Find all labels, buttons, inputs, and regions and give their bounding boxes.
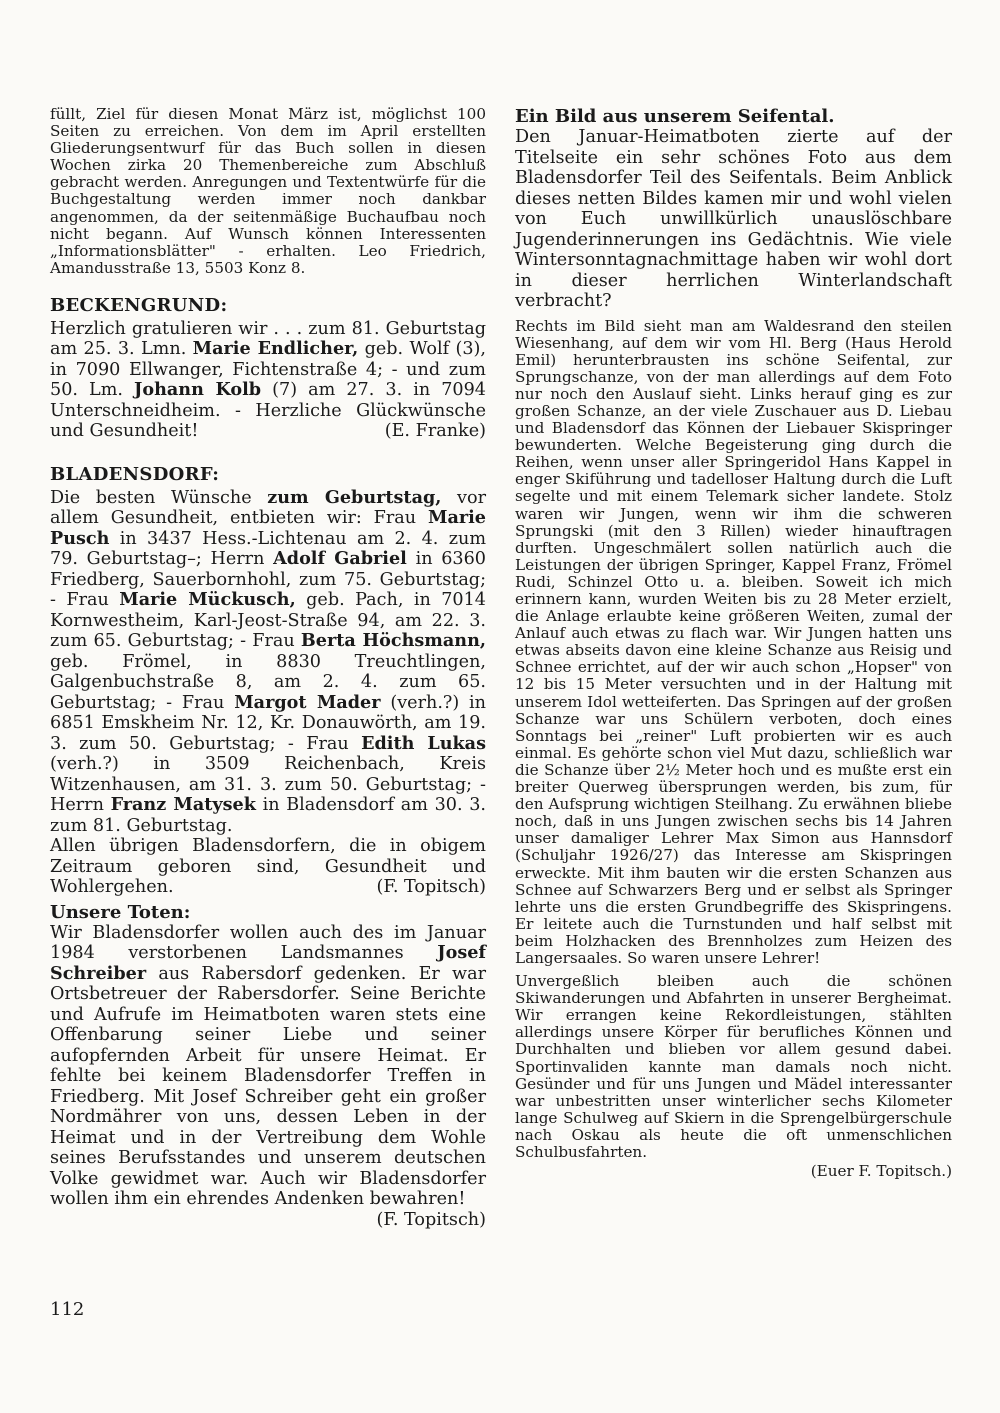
bladensdorf-paragraph	[50, 488, 486, 837]
person-name: Marie Endlicher,	[192, 338, 359, 360]
text: Allen übrigen Bladensdorfern, die in obigem Zeitraum geboren sind, Gesundheit und Wohlergehen.	[50, 836, 486, 898]
article-lead: Den Januar-Heimatboten zierte auf der Titelseite ein sehr schönes Foto aus dem Bladensdorfer Teil des Seifentals. Beim Anblick dieses netten Bildes kamen mir und wohl vielen von Euch unwillkürlich unauslöschbare Jugenderinnerungen ins Gedächtnis. Wie viele Wintersonntagnachmittage haben wir wohl dort in dieser herrlichen Winterlandschaft verbracht?	[515, 127, 952, 311]
bladensdorf-heading: BLADENSDORF:	[50, 463, 220, 485]
text: geb. Wolf (3), in 7090 Ellwanger, Fichtenstraße 4; - und zum 50. Lm.	[50, 339, 486, 401]
article-signature: (Euer F. Topitsch.)	[810, 1162, 952, 1181]
beckengrund-heading: BECKENGRUND:	[50, 294, 228, 316]
right-column	[515, 106, 952, 1180]
beckengrund-paragraph	[50, 319, 486, 442]
person-name: Edith Lukas	[361, 732, 486, 754]
text: geb. Pach, in 7014 Kornwestheim, Karl-Jeost-Straße 94, am 22. 3. zum 65. Geburtstag; - Frau	[50, 590, 486, 652]
signature: (F. Topitsch)	[376, 877, 486, 898]
toten-heading: Unsere Toten:	[50, 901, 191, 923]
text: Herzlich gratulieren wir . . . zum 81. Geburtstag am 25. 3. Lmn.	[50, 318, 486, 360]
signature: (F. Topitsch)	[376, 1209, 486, 1230]
text: in Bladensdorf am 30. 3. zum 81. Geburtstag.	[50, 795, 486, 836]
person-name: Adolf Gabriel	[273, 548, 407, 570]
person-name: Johann Kolb	[134, 379, 262, 401]
article-paragraph-1: Rechts im Bild sieht man am Waldesrand den steilen Wiesenhang, auf dem wir vom Hl. Berg (Haus Herold Emil) herunterbrausten ins schöne Seifental, zur Sprungschanze, von der man allerdings auf dem Foto nur noch den Auslauf sieht. Links herauf ging es zur großen Schanze, an der viele Zuschauer aus D. Liebau und Bladensdorf das Können der Liebauer Skispringer bewunderten. Welche Begeisterung ging durch die Reihen, wenn unser aller Springeridol Hans Kappel in enger Skiführung und tadelloser Haltung durch die Luft segelte und mit einem Telemark sicher landete. Stolz waren wir Jungen, wenn wir ihm die schweren Sprungski (mit den 3 Rillen) wieder hinauftragen durften. Ungeschmälert sollen natürlich auch die Leistungen der übrigen Springer, Kappel Franz, Frömel Rudi, Schinzel Otto u. a. bleiben. Soweit ich mich erinnern kann, wurden Weiten bis zu 28 Meter erzielt, die Anlage erlaubte keine größeren Weiten, zumal der Anlauf auch etwas zu flach war. Wir Jungen hatten uns etwas abseits davon eine kleine Schanze aus Reisig und Schnee errichtet, auf der wir auch schon „Hopser" von 12 bis 15 Meter versuchten und in der Haltung mit unserem Idol wetteiferten. Das Springen auf der großen Schanze war uns Schülern verboten, doch eines Sonntags bei „reiner" Luft probierten wir es auch einmal. Es gehörte schon viel Mut dazu, schließlich war die Schanze über 2½ Meter hoch und es mußte erst ein breiter Querweg übersprungen werden, bis zum, für den Aufsprung wichtigen Steilhang. Zu erwähnen bliebe noch, daß in uns Jungen zwischen sechs bis 14 Jahren unser damaliger Lehrer Max Simon aus Hannsdorf (Schuljahr 1926/27) das Interesse am Skispringen erweckte. Mit ihm bauten wir die ersten Schanzen aus Schnee auf Schwarzers Berg und er selbst als Springer lehrte uns die ersten Grundbegriffe des Skispringens. Er leitete auch die Turnstunden und half selbst mit beim Holzhacken des Brennholzes zum Heizen des Langersaales. So waren unsere Lehrer!	[515, 316, 952, 967]
text: aus Rabersdorf gedenken. Er war Ortsbetreuer der Rabersdorfer. Seine Berichte und Aufrufe im Heimatboten waren stets eine Offenbarung seiner Liebe und seiner aufopfernden Arbeit für unsere Heimat. Er fehlte bei keinem Bladensdorfer Treffen in Friedberg. Mit Josef Schreiber geht ein großer Nordmährer von uns, dessen Leben in der Heimat und in der Vertreibung dem Wohle seines Berufsstandes und unserem deutschen Volke gewidmet war. Auch wir Bladensdorfer wollen ihm ein ehrendes Andenken bewahren!	[50, 963, 486, 1210]
text: (7) am 27. 3. in 7094 Unterschneidheim. - Herzliche Glückwünsche und Gesundheit!	[50, 380, 486, 442]
bladensdorf-closing	[50, 836, 486, 898]
text: vor allem Gesundheit, entbieten wir: Frau	[50, 487, 486, 529]
article-heading: Ein Bild aus unserem Seifental.	[515, 106, 835, 127]
person-name: Margot Mader	[234, 691, 381, 713]
signature: (E. Franke)	[384, 421, 486, 442]
text: Die besten Wünsche	[50, 487, 268, 508]
intro-paragraph: füllt, Ziel für diesen Monat März ist, möglichst 100 Seiten zu erreichen. Von dem im April erstellten Gliederungsentwurf für das Buch sollen in diesen Wochen zirka 20 Themenbereiche zum Abschluß gebracht werden. Anregungen und Textentwürfe für die Buchgestaltung werden immer noch dankbar angenommen, da der seitenmäßige Buchaufbau noch nicht begann. Auf Wunsch können Interessenten „Informationsblätter" - erhalten. Leo Friedrich, Amandusstraße 13, 5503 Konz 8.	[50, 105, 486, 277]
toten-paragraph	[50, 922, 486, 1230]
emphasis: zum Geburtstag,	[267, 486, 442, 508]
left-column	[50, 106, 486, 1230]
person-name: Berta Höchsmann,	[300, 630, 486, 652]
text: (verh.?) in 6851 Emskheim Nr. 12, Kr. Donauwörth, am 19. 3. zum 50. Geburtstag; - Frau	[50, 692, 486, 754]
text: in 6360 Friedberg, Sauerbornhohl, zum 75. Geburtstag; - Frau	[50, 549, 487, 611]
text: in 3437 Hess.-Lichtenau am 2. 4. zum 79. Geburtstag–; Herrn	[50, 528, 486, 570]
article-paragraph-2: Unvergeßlich bleiben auch die schönen Skiwanderungen und Abfahrten in unserer Bergheimat. Wir errangen keine Rekordleistungen, stählten allerdings unsere Körper für berufliches Können und Durchhalten und blieben vor allem gesund dabei. Sportinvaliden kannte man damals noch nicht. Gesünder und für uns Jungen und Mädel interessanter war unbestritten unser winterlicher sechs Kilometer lange Schulweg auf Skiern in die Sprengelbürgerschule nach Oskau als heute die oft unmenschlichen Schulbusfahrten.	[515, 972, 952, 1161]
person-name: Marie Pusch	[50, 507, 486, 549]
person-name: Josef Schreiber	[50, 942, 486, 984]
page-number: 112	[50, 1299, 85, 1320]
person-name: Marie Mückusch,	[119, 589, 296, 611]
text: Wir Bladensdorfer wollen auch des im Januar 1984 verstorbenen Landsmannes	[50, 922, 486, 964]
text: geb. Frömel, in 8830 Treuchtlingen, Galgenbuchstraße 8, am 2. 4. zum 65. Geburtstag; - Frau	[50, 651, 486, 713]
person-name: Franz Matysek	[110, 794, 256, 816]
text: (verh.?) in 3509 Reichenbach, Kreis Witzenhausen, am 31. 3. zum 50. Geburtstag; - Herrn	[50, 754, 486, 816]
